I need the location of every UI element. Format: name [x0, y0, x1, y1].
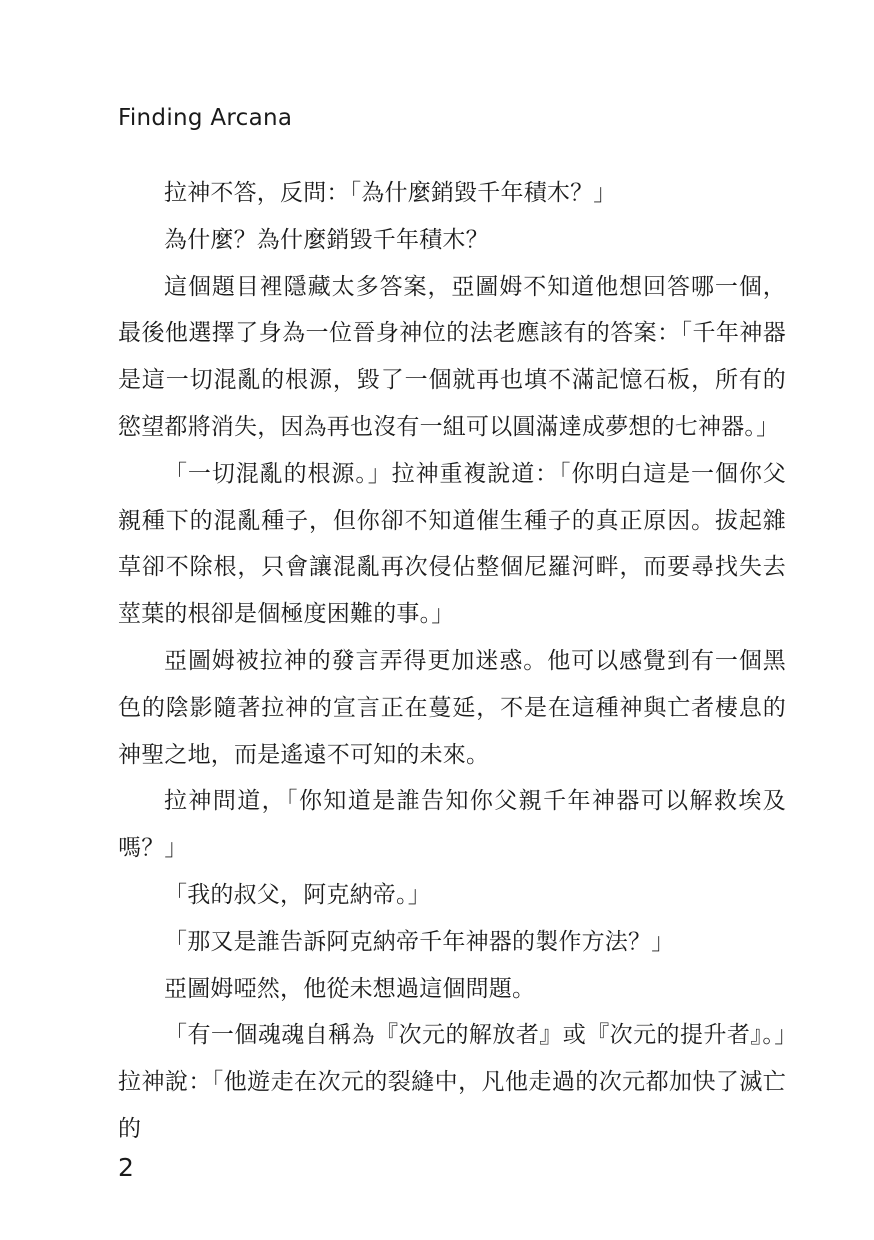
paragraph: 「一切混亂的根源。」拉神重複說道：「你明白這是一個你父親種下的混亂種子，但你卻不知道催生種子的真正原因。拔起雜草卻不除根，只會讓混亂再次侵佔整個尼羅河畔，而要尋找失去莖葉的根卻是個極度困難的事。」: [118, 460, 786, 628]
paragraph: 「有一個魂魂自稱為『次元的解放者』或『次元的提升者』。」拉神說：「他遊走在次元的裂縫中，凡他走過的次元都加快了滅亡的: [118, 1022, 786, 1142]
paragraph: 這個題目裡隱藏太多答案，亞圖姆不知道他想回答哪一個，最後他選擇了身為一位晉身神位的法老應該有的答案：「千年神器是這一切混亂的根源，毀了一個就再也填不滿記憶石板，所有的慾望都將消失，因為再也沒有一組可以圓滿達成夢想的七神器。」: [118, 273, 786, 440]
page-number: 2: [118, 1153, 134, 1182]
paragraph: 為什麼？為什麼銷毀千年積木？: [164, 226, 489, 253]
paragraph: 亞圖姆被拉神的發言弄得更加迷惑。他可以感覺到有一個黑色的陰影隨著拉神的宣言正在蔓延，不是在這種神與亡者棲息的神聖之地，而是遙遠不可知的未來。: [118, 647, 786, 768]
paragraph: 拉神問道，「你知道是誰告知你父親千年神器可以解救埃及嗎？」: [118, 788, 786, 862]
paragraph: 「那又是誰告訴阿克納帝千年神器的製作方法？」: [164, 928, 675, 955]
paragraph: 「我的叔父，阿克納帝。」: [164, 881, 431, 908]
paragraph: 拉神不答，反問：「為什麼銷毀千年積木？」: [164, 180, 617, 206]
body-text: [118, 170, 786, 1153]
running-header: Finding Arcana: [118, 105, 293, 131]
paragraph: 亞圖姆啞然，他從未想過這個問題。: [164, 975, 536, 1002]
